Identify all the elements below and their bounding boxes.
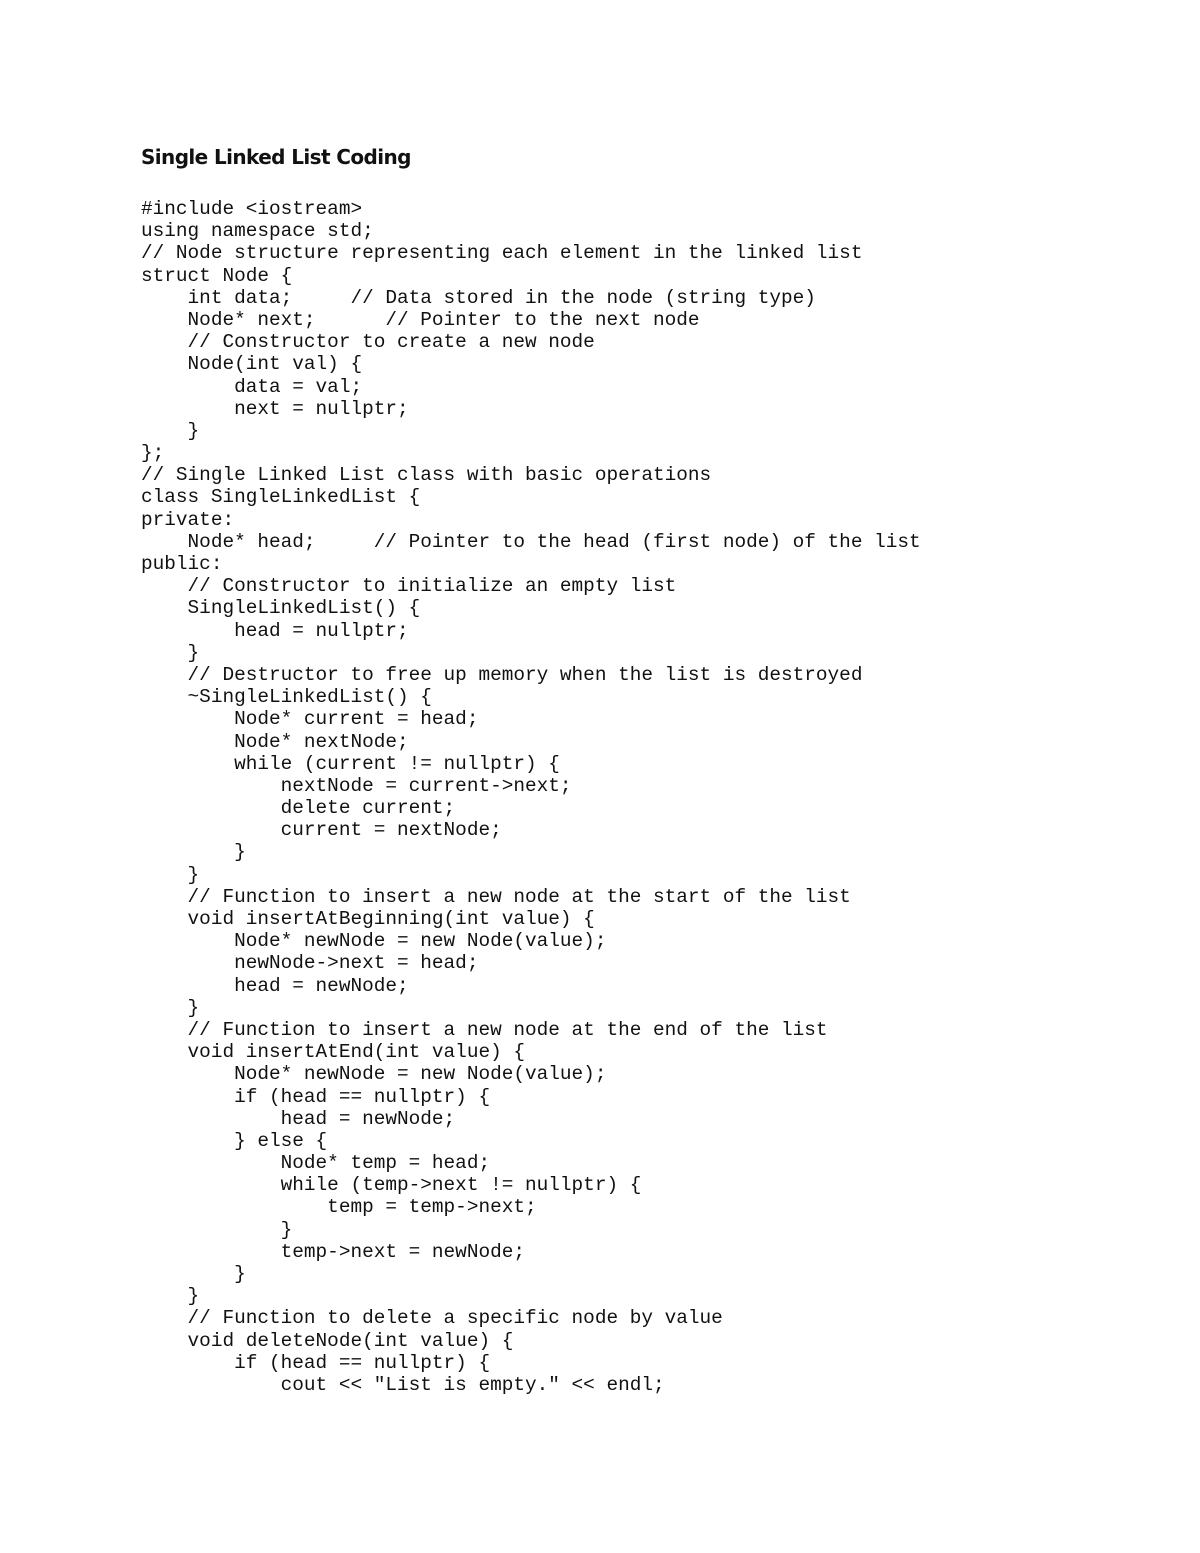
code-line: } [141,419,200,442]
code-line: temp = temp->next; [141,1196,537,1219]
code-line: Node* temp = head; [141,1152,491,1175]
code-line: // Destructor to free up memory when the list is destroyed [141,663,863,686]
code-line: Node* next; // Pointer to the next node [141,308,700,331]
code-line: class SingleLinkedList { [141,486,421,509]
code-line: // Function to insert a new node at the end of the list [141,1018,828,1041]
code-line: // Function to delete a specific node by value [141,1307,723,1330]
code-line: Node(int val) { [141,353,363,376]
code-listing [141,198,921,1396]
code-line: ~SingleLinkedList() { [141,686,432,709]
code-line: } [141,1285,200,1308]
code-line: } [141,1263,246,1285]
code-line: }; [141,442,165,465]
code-line: current = nextNode; [141,819,502,842]
code-line: Node* newNode = new Node(value); [141,930,607,953]
code-line: data = val; [141,375,363,398]
code-line: while (temp->next != nullptr) { [141,1174,642,1197]
code-line: // Function to insert a new node at the start of the list [141,885,851,908]
code-line: head = nullptr; [141,619,409,642]
code-line: Node* newNode = new Node(value); [141,1063,607,1086]
code-line: int data; // Data stored in the node (string type) [141,286,816,309]
code-line: } [141,863,200,886]
code-line: // Constructor to create a new node [141,331,595,354]
code-line: cout << "List is empty." << endl; [141,1373,665,1396]
code-line: head = newNode; [141,1107,456,1130]
code-line: } [141,641,200,664]
code-line: using namespace std; [141,220,374,243]
code-line: } else { [141,1129,328,1152]
code-line: Node* nextNode; [141,730,409,753]
code-line: if (head == nullptr) { [141,1351,491,1374]
code-line: // Constructor to initialize an empty list [141,575,677,598]
code-line: void insertAtEnd(int value) { [141,1041,525,1064]
code-line: temp->next = newNode; [141,1240,525,1263]
code-line: private: [141,508,235,531]
code-line: } [141,841,246,864]
code-line: nextNode = current->next; [141,774,572,797]
code-line: struct Node { [141,264,293,287]
code-line: Node* current = head; [141,708,479,731]
code-line: } [141,1218,293,1241]
code-line: head = newNode; [141,974,409,997]
code-line: SingleLinkedList() { [141,597,421,620]
code-line: // Single Linked List class with basic operations [141,464,712,487]
code-line: Node* head; // Pointer to the head (first node) of the list [141,530,921,553]
code-line: while (current != nullptr) { [141,752,560,775]
code-line: // Node structure representing each element in the linked list [141,242,863,265]
code-line: } [141,996,200,1019]
code-line: next = nullptr; [141,397,409,420]
code-line: newNode->next = head; [141,952,479,975]
code-line: void insertAtBeginning(int value) { [141,908,595,930]
code-line: if (head == nullptr) { [141,1085,491,1108]
code-line: public: [141,553,223,575]
code-line: #include <iostream> [141,198,363,220]
code-line: delete current; [141,797,456,820]
document-title: Single Linked List Coding [141,145,411,169]
code-line: void deleteNode(int value) { [141,1329,514,1352]
